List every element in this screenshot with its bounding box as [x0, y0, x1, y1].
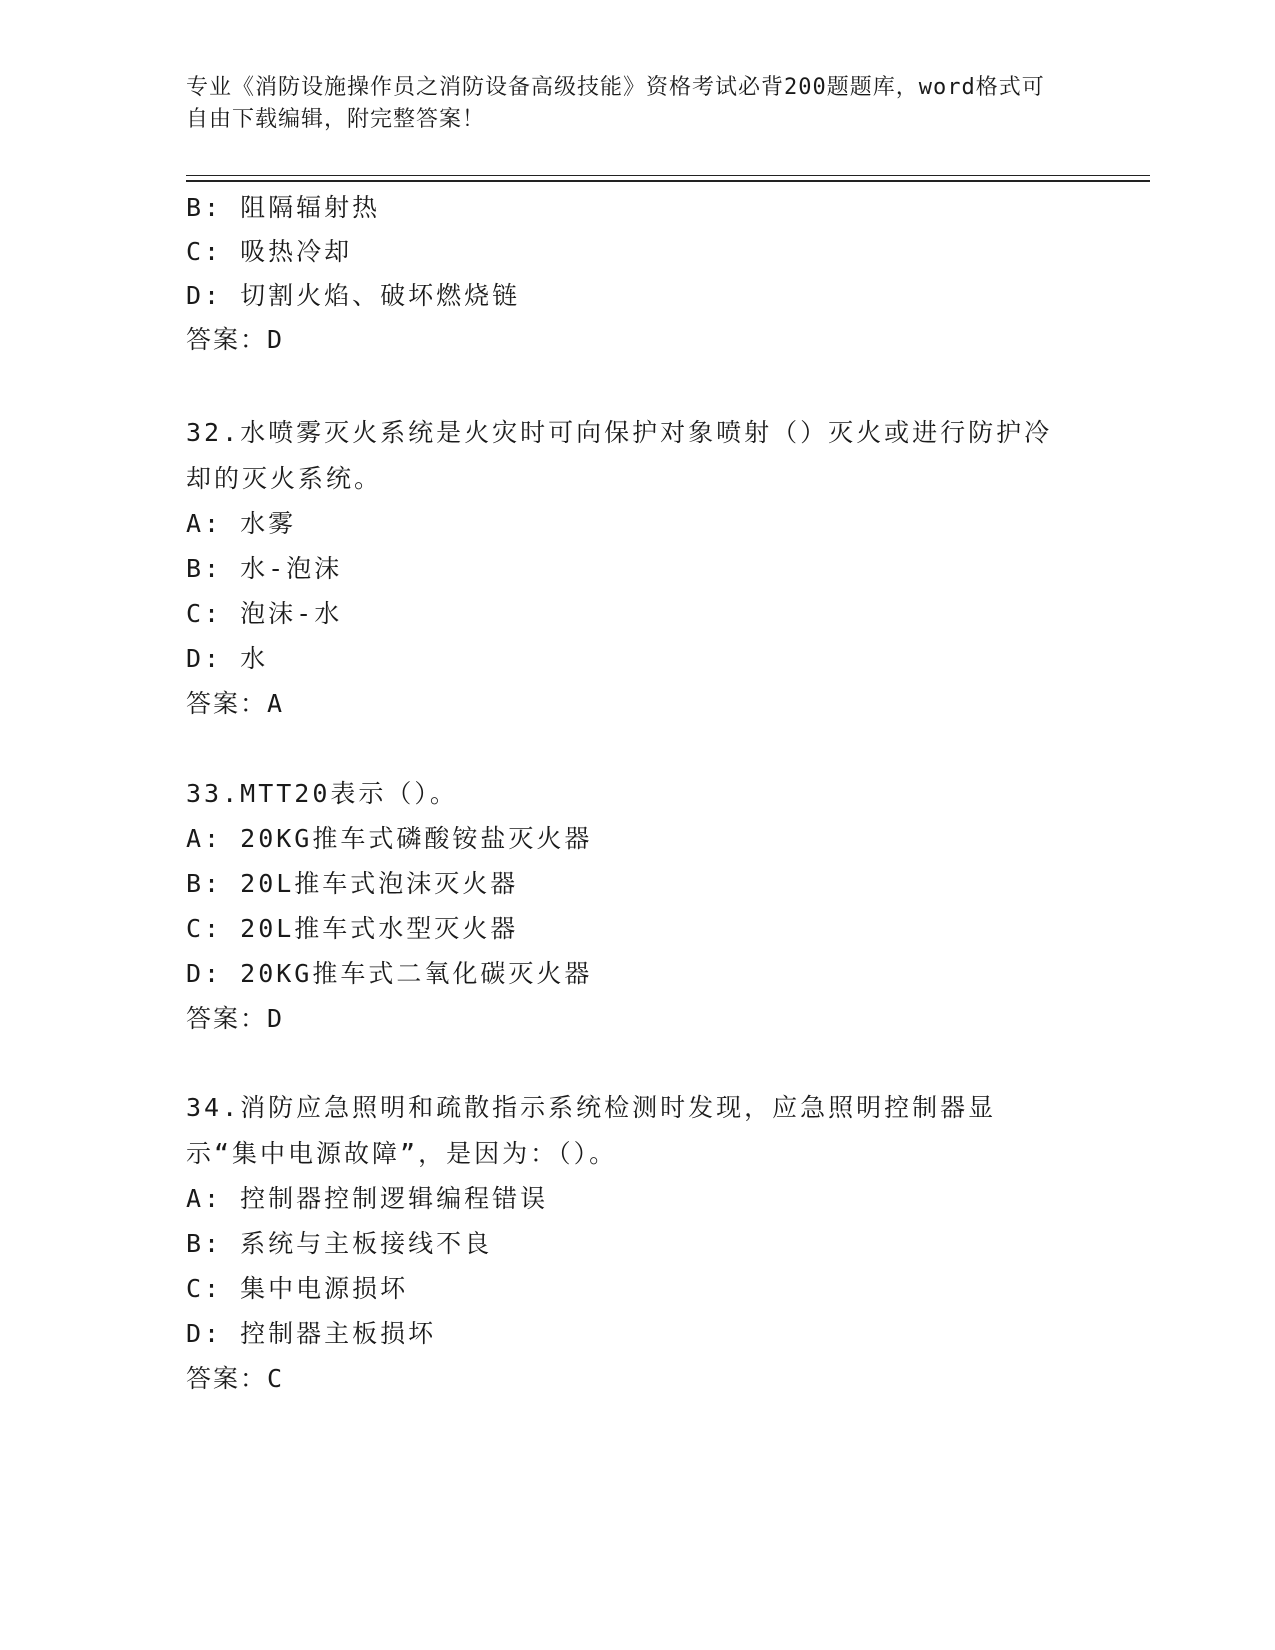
option-b: B: 系统与主板接线不良 [186, 1229, 493, 1258]
option-c: C: 20L推车式水型灭火器 [186, 914, 519, 943]
option-d: D: 水 [186, 644, 269, 673]
option-a: A: 控制器控制逻辑编程错误 [186, 1184, 549, 1213]
option-c: C: 泡沫-水 [186, 599, 343, 628]
option-b: B: 水-泡沫 [186, 554, 343, 583]
option-b: B: 20L推车式泡沫灭火器 [186, 869, 519, 898]
header-rule-thin [186, 175, 1150, 176]
option-c: C: 集中电源损坏 [186, 1274, 409, 1303]
option-c: C: 吸热冷却 [186, 237, 353, 266]
option-b: B: 阻隔辐射热 [186, 193, 381, 222]
answer-line: 答案：A [186, 689, 285, 718]
question-32-stem: 32.水喷雾灭火系统是火灾时可向保护对象喷射（）灭火或进行防护冷却的灭火系统。 [186, 418, 1053, 493]
answer-line: 答案：D [186, 325, 285, 354]
answer-line: 答案：D [186, 1004, 285, 1033]
answer-line: 答案：C [186, 1364, 285, 1393]
question-34-stem: 34.消防应急照明和疏散指示系统检测时发现，应急照明控制器显示“集中电源故障”，是因为：（）。 [186, 1093, 997, 1168]
option-d: D: 切割火焰、破坏燃烧链 [186, 281, 521, 310]
header-rule-thick [186, 180, 1150, 182]
question-33-stem: 33.MTT20表示（）。 [186, 779, 458, 808]
document-header: 专业《消防设施操作员之消防设备高级技能》资格考试必背200题题库，word格式可自由下载编辑，附完整答案！ [186, 75, 1045, 132]
option-d: D: 控制器主板损坏 [186, 1319, 437, 1348]
option-a: A: 20KG推车式磷酸铵盐灭火器 [186, 824, 593, 853]
option-a: A: 水雾 [186, 509, 297, 538]
option-d: D: 20KG推车式二氧化碳灭火器 [186, 959, 593, 988]
